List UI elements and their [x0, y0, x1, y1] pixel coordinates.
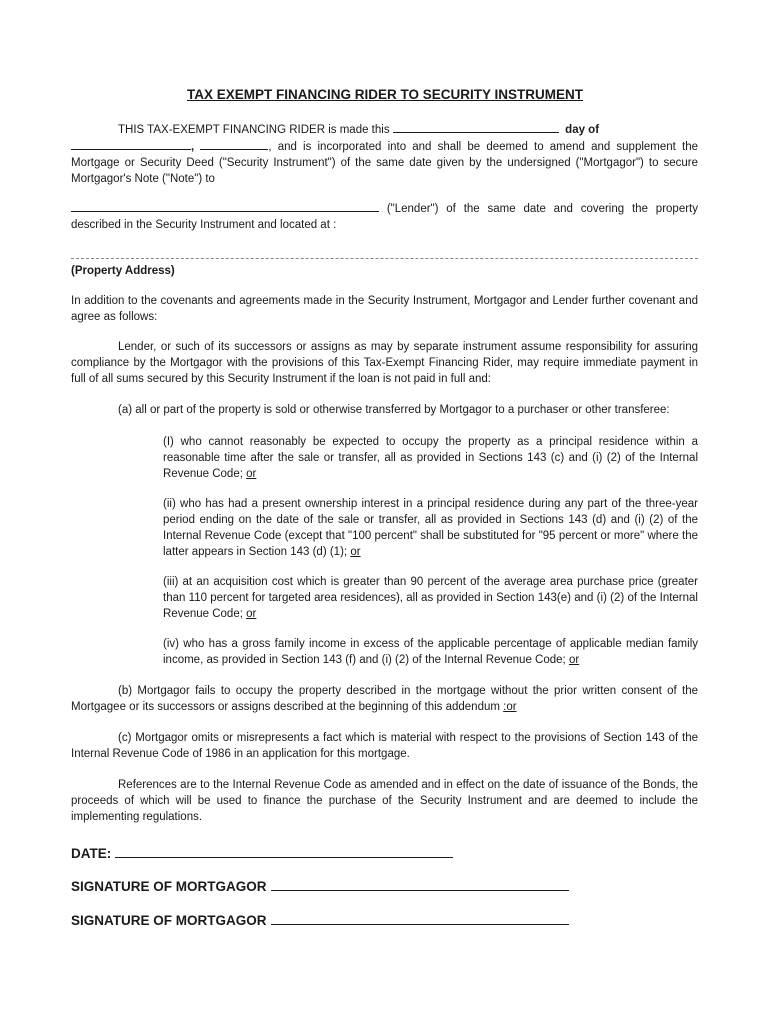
lender-text: ("Lender") of the same date and covering the property described in the Security Instrument and located at : — [71, 203, 698, 231]
lender-paragraph — [71, 200, 698, 233]
day-of-label: day of — [565, 124, 600, 136]
sub-item-iv — [163, 636, 698, 668]
intro-text: THIS TAX-EXEMPT FINANCING RIDER is made this — [118, 124, 390, 136]
item-b-text: (b) Mortgagor fails to occupy the property described in the mortgage without the prior written consent of the Mortgagee or its successors or assigns described at the beginning of this addendum — [71, 685, 698, 713]
sub-item-ii-text: (ii) who has had a present ownership interest in a principal residence during any part of the three-year period ending on the date of the sale or transfer, all as provided in Sections 143 (d) and (i) (2) of the Internal Revenue Code (except that "100 percent" shall be substituted for "95 percent or more" where the latter appears in Section 143 (d) (1); — [163, 498, 698, 558]
date-label: DATE: — [71, 846, 112, 861]
signature-blank-2[interactable] — [271, 911, 569, 925]
date-row — [71, 844, 453, 863]
sub-item-iii-or: or — [246, 608, 257, 620]
signature-label-2: SIGNATURE OF MORTGAGOR — [71, 913, 267, 928]
covenants-paragraph: In addition to the covenants and agreements made in the Security Instrument, Mortgagor and Lender further covenant and agree as follows: — [71, 295, 698, 323]
sub-item-i-text: (I) who cannot reasonably be expected to occupy the property as a principal residence within a reasonable time after the sale or transfer, all as provided in Sections 143 (c) and (i) (2) of the Internal Revenue Code; — [163, 436, 698, 480]
item-b-paragraph — [71, 683, 698, 715]
year-blank[interactable] — [200, 138, 268, 150]
sub-item-i-or: or — [246, 468, 257, 480]
signature-row-2 — [71, 911, 569, 930]
sub-item-iii-text: (iii) at an acquisition cost which is greater than 90 percent of the average area purchase price (greater than 110 percent for targeted area residences), all as provided in Section 143(e) and (i) (2) of the Internal Revenue Code; — [163, 576, 698, 620]
signature-row-1 — [71, 877, 569, 896]
sub-item-i — [163, 434, 698, 482]
property-address-label: (Property Address) — [71, 265, 175, 277]
lender-name-blank[interactable] — [71, 200, 379, 212]
sub-item-iii — [163, 574, 698, 622]
month-blank[interactable] — [71, 138, 191, 150]
sub-item-iv-or: or — [568, 654, 580, 666]
day-blank[interactable] — [393, 121, 559, 133]
item-c-paragraph: (c) Mortgagor omits or misrepresents a fact which is material with respect to the provisions of Section 143 of the Internal Revenue Code of 1986 in an application for this mortgage. — [71, 732, 698, 760]
sub-item-ii-or: or — [350, 546, 361, 558]
date-comma: , — [191, 141, 195, 153]
item-a-paragraph: (a) all or part of the property is sold or otherwise transferred by Mortgagor to a purchaser or other transferee: — [118, 404, 670, 416]
signature-blank-1[interactable] — [271, 877, 569, 891]
references-paragraph: References are to the Internal Revenue Code as amended and in effect on the date of issuance of the Bonds, the proceeds of which will be used to finance the purchase of the Security Instrument and are deemed to include the implementing regulations. — [71, 779, 698, 823]
document-title: TAX EXEMPT FINANCING RIDER TO SECURITY INSTRUMENT — [186, 87, 584, 102]
item-b-or: :or — [503, 701, 517, 713]
signature-label-1: SIGNATURE OF MORTGAGOR — [71, 879, 267, 894]
property-address-line[interactable] — [71, 258, 698, 259]
sub-item-iv-text: (iv) who has a gross family income in excess of the applicable percentage of applicable median family income, as provided in Section 143 (f) and (i) (2) of the Internal Revenue Code; — [163, 638, 698, 666]
date-blank[interactable] — [115, 844, 453, 858]
intro-continuation: , and is incorporated into and shall be deemed to amend and supplement the Mortgage or Security Deed ("Security Instrument") of the same date given by the undersigned ("Mortgagor") to secure Mortgagor's Note ("Note") to — [71, 141, 698, 185]
lender-clause-paragraph: Lender, or such of its successors or assigns as may by separate instrument assume responsibility for assuring compliance by the Mortgagor with the provisions of this Tax-Exempt Financing Rider, may require immediate payment in full of all sums secured by this Security Instrument if the loan is not paid in full and: — [71, 341, 698, 385]
intro-paragraph — [71, 121, 698, 187]
sub-item-ii — [163, 496, 698, 560]
